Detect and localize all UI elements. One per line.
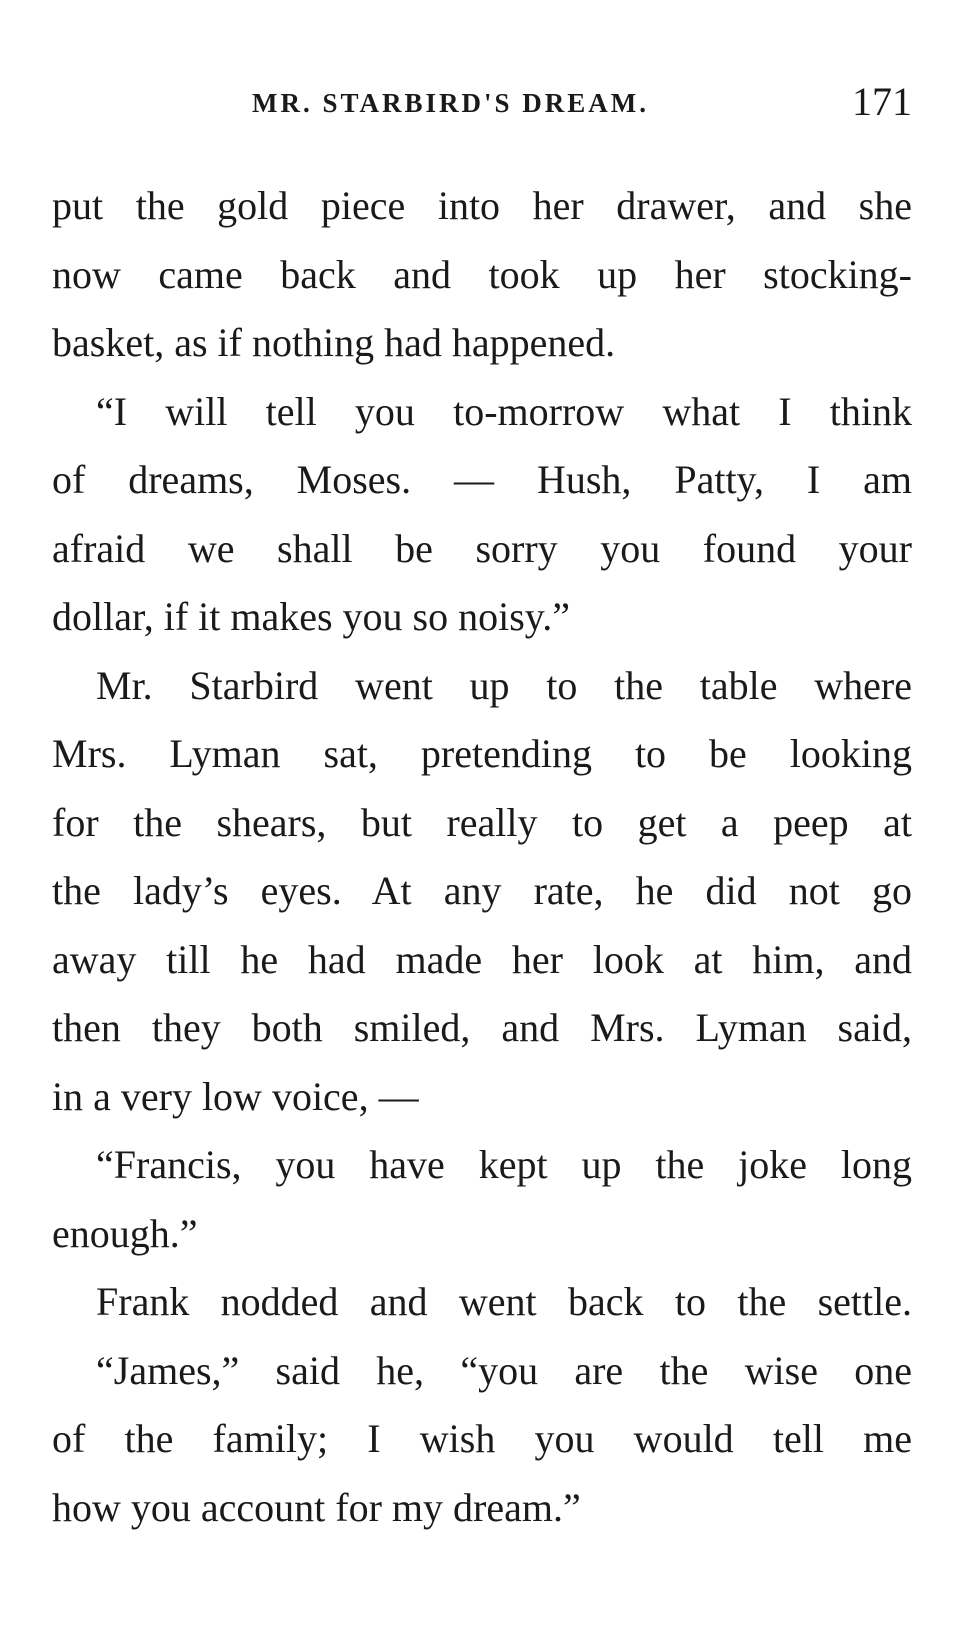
text-line: dollar, if it makes you so noisy.” xyxy=(52,594,570,639)
text-line: in a very low voice, — xyxy=(52,1073,419,1119)
text-line: Frank nodded and went back to the settle. xyxy=(96,1279,912,1324)
text-line: “I will tell you to-morrow what I think xyxy=(96,388,912,434)
text-line: Mrs. Lyman sat, pretending to be looking xyxy=(52,731,912,776)
running-head xyxy=(52,78,912,128)
text-line: now came back and took up her stocking- xyxy=(52,251,912,297)
text-line: away till he had made her look at him, and xyxy=(52,936,912,982)
text-line: the lady’s eyes. At any rate, he did not go xyxy=(52,868,912,913)
text-line: of the family; I wish you would tell me xyxy=(52,1416,912,1461)
text-line: of dreams, Moses. — Hush, Patty, I am xyxy=(52,457,912,502)
text-line: afraid we shall be sorry you found your xyxy=(52,525,912,571)
text-line: Mr. Starbird went up to the table where xyxy=(96,662,912,708)
page-number: 171 xyxy=(852,79,912,124)
text-line: “James,” said he, “you are the wise one xyxy=(96,1347,912,1393)
text-line: how you account for my dream.” xyxy=(52,1484,581,1530)
text-line: enough.” xyxy=(52,1210,198,1256)
running-title: MR. STARBIRD'S DREAM. xyxy=(252,88,650,118)
text-line: “Francis, you have kept up the joke long xyxy=(96,1142,912,1187)
text-line: basket, as if nothing had happened. xyxy=(52,320,616,365)
text-line: put the gold piece into her drawer, and she xyxy=(52,183,912,228)
text-line: for the shears, but really to get a peep at xyxy=(52,799,912,845)
text-line: then they both smiled, and Mrs. Lyman said, xyxy=(52,1005,912,1050)
body-text xyxy=(52,172,912,1542)
